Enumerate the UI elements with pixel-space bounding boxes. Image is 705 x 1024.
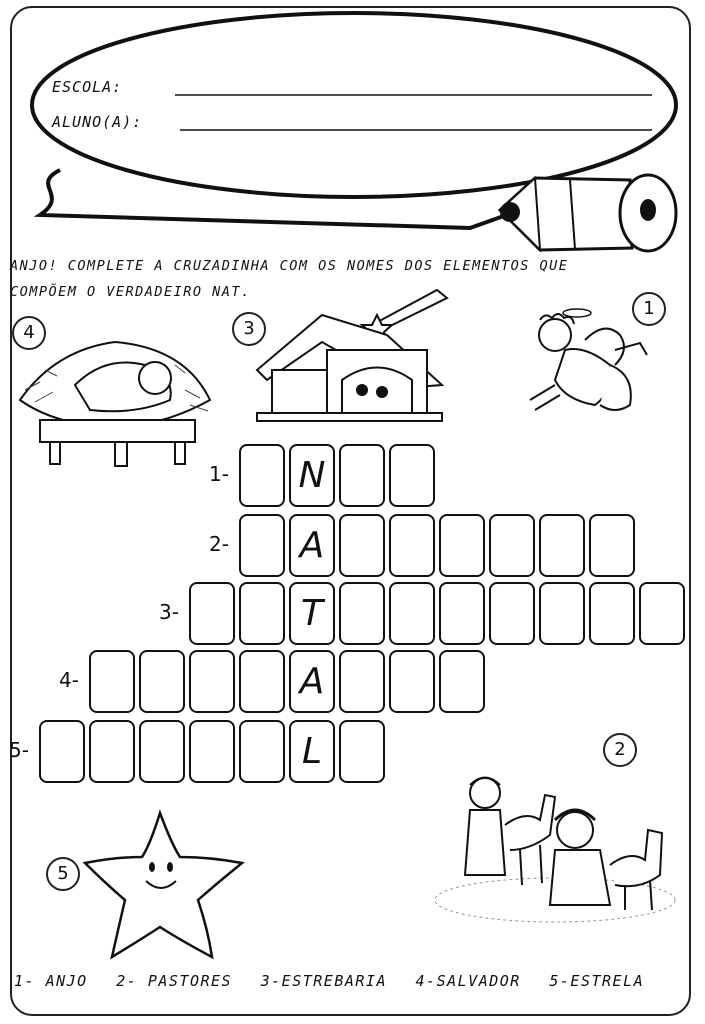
crossword-cell[interactable] <box>139 720 185 783</box>
angel-icon <box>525 305 655 430</box>
crossword-key-cell <box>289 514 335 577</box>
instruction-line-1: ANJO! COMPLETE A CRUZADINHA COM OS NOMES DOS ELEMENTOS QUE <box>10 258 569 274</box>
star-icon <box>80 805 250 965</box>
crossword-prefilled-letter: N <box>298 455 326 496</box>
crossword-prefilled-letter: A <box>299 525 325 566</box>
stable-nativity-icon <box>252 280 462 425</box>
picture-number-1: 1 <box>632 292 666 326</box>
crossword-cell[interactable] <box>539 582 585 645</box>
crossword-cell[interactable] <box>239 720 285 783</box>
answer-key <box>14 972 662 990</box>
crossword-cell[interactable] <box>389 650 435 713</box>
crossword-row-label: 2- <box>209 532 229 556</box>
crossword-key-cell <box>289 650 335 713</box>
crossword-row-label: 1- <box>209 462 229 486</box>
crossword-row-label: 3- <box>159 600 179 624</box>
crossword-cell[interactable] <box>339 444 385 507</box>
crossword-cell[interactable] <box>339 582 385 645</box>
answer-2: 2- PASTORES <box>116 972 233 990</box>
answer-4: 4-SALVADOR <box>415 972 521 990</box>
crossword-cell[interactable] <box>589 582 635 645</box>
crossword-cell[interactable] <box>389 582 435 645</box>
crossword-cell[interactable] <box>189 720 235 783</box>
crossword-cell[interactable] <box>389 514 435 577</box>
school-field-label: ESCOLA: <box>52 78 123 96</box>
manger-baby-icon <box>15 330 215 470</box>
crossword-cell[interactable] <box>389 444 435 507</box>
crossword-key-cell <box>289 444 335 507</box>
crossword-prefilled-letter: T <box>301 593 323 634</box>
crossword-cell[interactable] <box>139 650 185 713</box>
crossword-key-cell <box>289 720 335 783</box>
crossword-prefilled-letter: L <box>301 731 323 772</box>
crossword-cell[interactable] <box>639 582 685 645</box>
crossword-cell[interactable] <box>339 720 385 783</box>
crossword-cell[interactable] <box>539 514 585 577</box>
picture-number-3: 3 <box>232 312 266 346</box>
crossword-cell[interactable] <box>489 514 535 577</box>
crossword-cell[interactable] <box>489 582 535 645</box>
crossword-row-label: 4- <box>59 668 79 692</box>
answer-3: 3-ESTREBARIA <box>260 972 387 990</box>
crossword-cell[interactable] <box>339 650 385 713</box>
picture-number-2: 2 <box>603 733 637 767</box>
crossword-key-cell <box>289 582 335 645</box>
crossword-cell[interactable] <box>239 582 285 645</box>
crossword-cell[interactable] <box>89 650 135 713</box>
crossword-cell[interactable] <box>439 582 485 645</box>
crossword-cell[interactable] <box>239 514 285 577</box>
crossword-cell[interactable] <box>439 650 485 713</box>
crossword-cell[interactable] <box>239 444 285 507</box>
crossword-prefilled-letter: A <box>299 661 325 702</box>
picture-number-5: 5 <box>46 857 80 891</box>
crossword-cell[interactable] <box>439 514 485 577</box>
crossword-cell[interactable] <box>189 650 235 713</box>
answer-1: 1- ANJO <box>14 972 88 990</box>
answer-5: 5-ESTRELA <box>549 972 645 990</box>
crossword-cell[interactable] <box>239 650 285 713</box>
crossword-row-label: 5- <box>9 738 29 762</box>
picture-number-4: 4 <box>12 316 46 350</box>
crossword-cell[interactable] <box>89 720 135 783</box>
crossword-cell[interactable] <box>339 514 385 577</box>
crossword-cell[interactable] <box>39 720 85 783</box>
instruction-line-2: COMPÕEM O VERDADEIRO NAT. <box>10 284 251 300</box>
crossword-cell[interactable] <box>589 514 635 577</box>
crossword-cell[interactable] <box>189 582 235 645</box>
student-field-label: ALUNO(A): <box>52 113 143 131</box>
wise-men-camels-icon <box>430 765 680 930</box>
